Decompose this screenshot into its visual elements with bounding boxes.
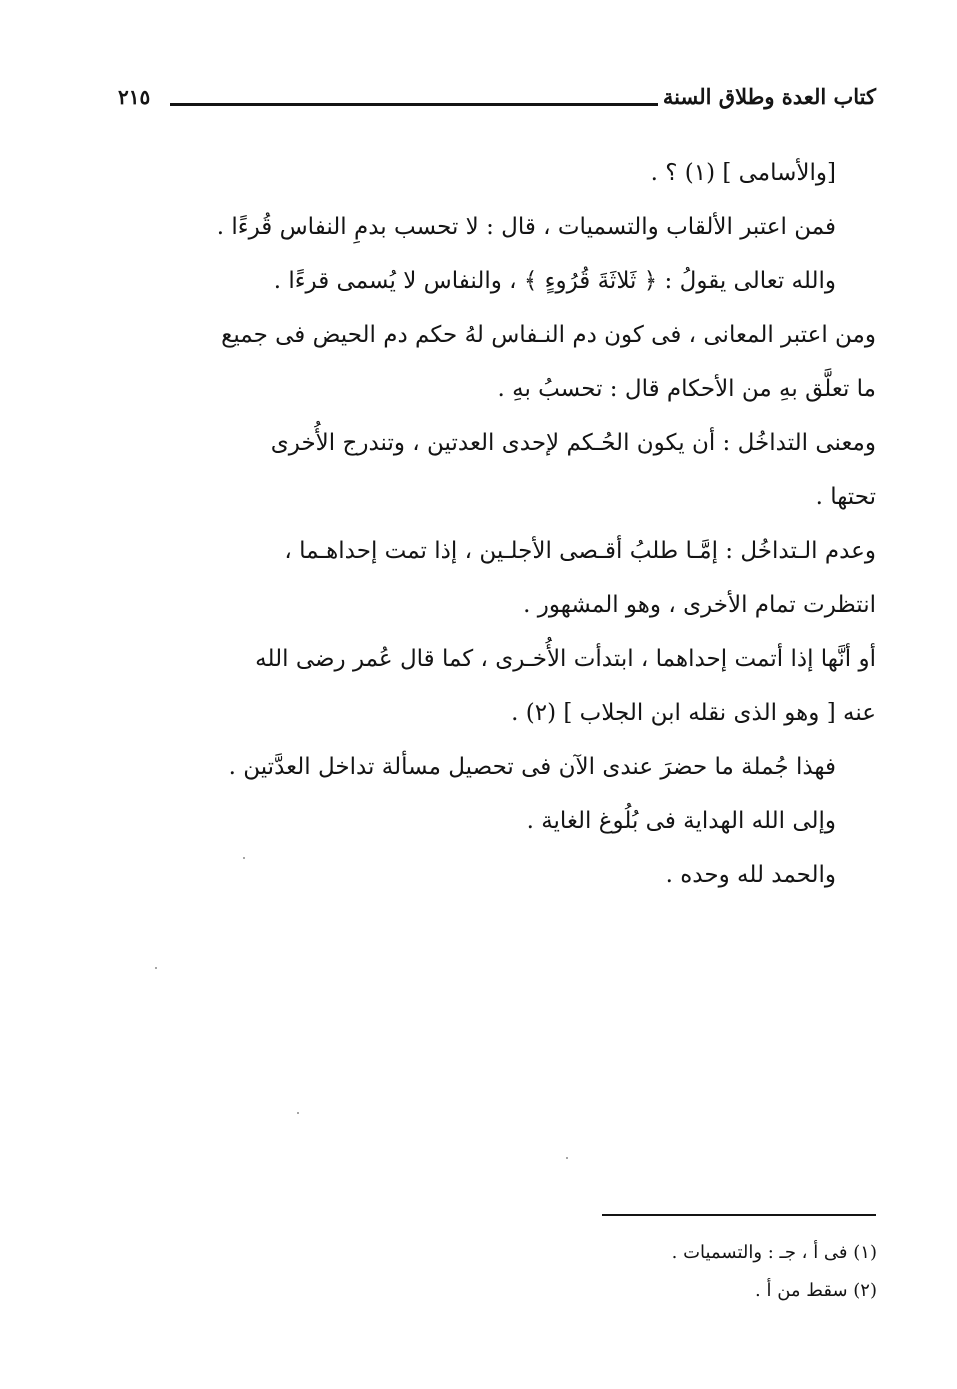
scan-speck [566, 1157, 568, 1159]
page-header [118, 84, 876, 116]
footnotes [497, 1234, 877, 1310]
paragraph-7: أو أنَّها إذا أتمت إحداهما ، ابتدأت الأُخـرى ، كما قال عُمر رضى الله عنه [ وهو الذى نقله ابن الجلاب ] (٢) . [255, 646, 876, 726]
paragraph-4: ومن اعتبر المعانى ، فى كون دم النـفاس لهُ حكم دم الحيض فى جميع ما تعلَّق بهِ من الأحكام قال : تحسبُ بهِ . [221, 322, 876, 402]
header-rule [170, 103, 658, 106]
paragraph-10: والحمد لله وحده . [665, 862, 836, 888]
running-title: كتاب العدة وطلاق السنة [662, 84, 876, 109]
scan-speck [243, 857, 245, 859]
footnote-1: (١) فى أ ، جـ : والتسميات . [671, 1242, 877, 1263]
paragraph-3: والله تعالى يقولُ : ﴿ ثَلاثَةَ قُرُوءٍ ﴾ ، والنفاس لا يُسمى قرءًا . [273, 268, 836, 294]
scan-speck [297, 1112, 299, 1114]
paragraph-8: فهذا جُملة ما حضرَ عندى الآن فى تحصيل مسألة تداخل العدَّتين . [228, 754, 836, 780]
scan-speck [155, 967, 157, 969]
paragraph-2: فمن اعتبر الألقاب والتسميات ، قال : لا تحسب بدمِ النفاس قُرءًا . [216, 214, 836, 240]
paragraph-1: [والأسامى ] (١) ؟ . [650, 160, 836, 186]
paragraph-9: وإلى الله الهداية فى بُلُوغ الغاية . [526, 808, 836, 834]
footnote-separator [602, 1214, 876, 1216]
page-number: ٢١٥ [118, 85, 151, 109]
footnote-2: (٢) سقط من أ . [755, 1280, 877, 1301]
body-text [118, 146, 876, 902]
paragraph-5: ومعنى التداخُل : أن يكون الحُـكم لإحدى العدتين ، وتندرج الأُخرى تحتها . [270, 430, 876, 510]
paragraph-6: وعدم الـتداخُل : إمَّـا طلبُ أقـصى الأجلـين ، إذا تمت إحداهـما ، انتظرت تمام الأخرى ، وهو المشهور . [284, 538, 876, 618]
